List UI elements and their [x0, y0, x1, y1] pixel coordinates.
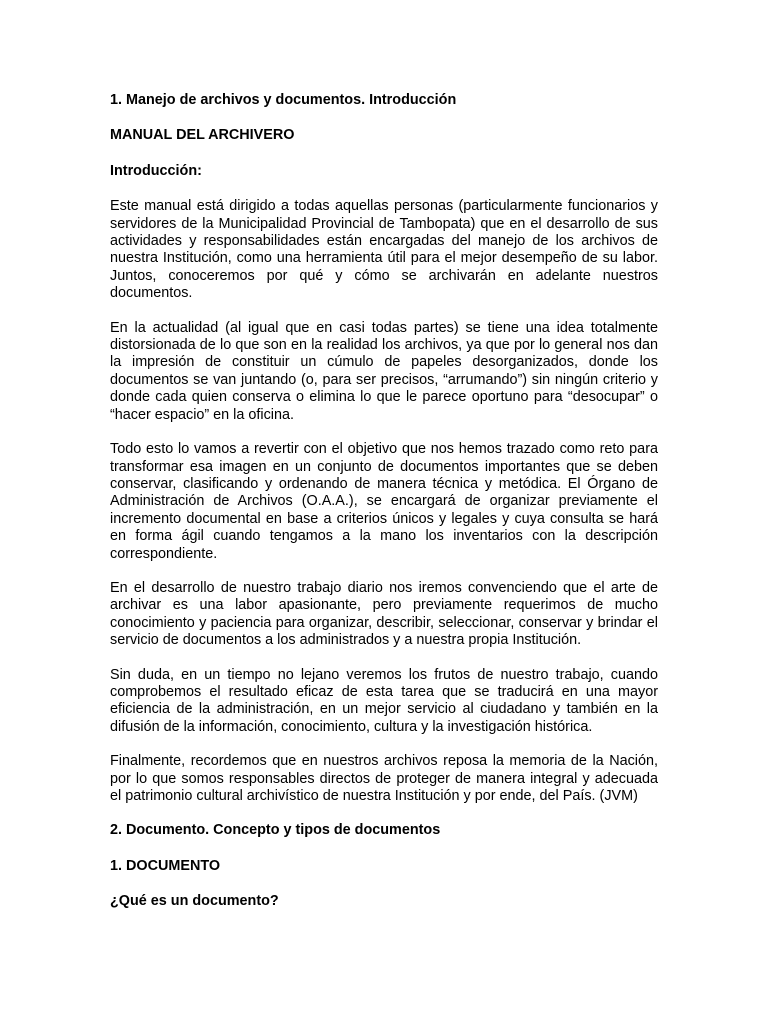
paragraph-daily-work: En el desarrollo de nuestro trabajo diario nos iremos convenciendo que el arte de archivar es una labor apasionante, pero previamente requerimos de mucho conocimiento y paciencia para organizar, describir, seleccionar, conservar y brindar el servicio de documentos a los administrados y a nuestra propia Institución.: [110, 579, 658, 649]
subsection-title: 1. DOCUMENTO: [110, 857, 221, 874]
section-2-title: 2. Documento. Concepto y tipos de documentos: [110, 822, 441, 839]
question-heading: ¿Qué es un documento?: [110, 893, 279, 910]
paragraph-current-situation: En la actualidad (al igual que en casi todas partes) se tiene una idea totalmente distorsionada de lo que son en la realidad los archivos, ya que por lo general nos dan la impresión de constituir un cúmulo de papeles desorganizados, donde los documentos se van juntando (o, para ser precisos, “arrumando”) sin ningún criterio y donde cada quien conserva o elimina lo que le parece oportuno para “desocupar” o “hacer espacio” en la oficina.: [110, 319, 658, 423]
paragraph-objective: Todo esto lo vamos a revertir con el objetivo que nos hemos trazado como reto para transformar esa imagen en un conjunto de documentos importantes que se deben conservar, clasificando y ordenando de manera técnica y metódica. El Órgano de Administración de Archivos (O.A.A.), se encargará de organizar previamente el incremento documental en base a criterios únicos y legales y cuya consulta se hará en forma ágil cuando tengamos a la mano los inventarios con la descripción correspondiente.: [110, 441, 658, 562]
paragraph-results: Sin duda, en un tiempo no lejano veremos los frutos de nuestro trabajo, cuando comprobemos el resultado eficaz de esta tarea que se traducirá en una mayor eficiencia de la administración, en un mejor servicio al ciudadano y también en la difusión de la información, conocimiento, cultura y la investigación histórica.: [110, 666, 658, 735]
section-1-title: 1. Manejo de archivos y documentos. Introducción: [110, 92, 457, 108]
paragraph-conclusion: Finalmente, recordemos que en nuestros archivos reposa la memoria de la Nación, por lo que somos responsables directos de proteger de manera integral y adecuada el patrimonio cultural archivístico de nuestra Institución y por ende, del País. (JVM): [110, 753, 658, 804]
intro-heading: Introducción:: [110, 162, 202, 179]
manual-title: MANUAL DEL ARCHIVERO: [110, 127, 295, 144]
paragraph-purpose: Este manual está dirigido a todas aquellas personas (particularmente funcionarios y servidores de la Municipalidad Provincial de Tambopata) que en el desarrollo de sus actividades y responsabilidades están encargadas del manejo de los archivos de nuestra Institución, como una herramienta útil para el mejor desempeño de su labor. Juntos, conoceremos por qué y cómo se archivarán en adelante nuestros documentos.: [110, 198, 658, 302]
document-body: [110, 92, 658, 929]
